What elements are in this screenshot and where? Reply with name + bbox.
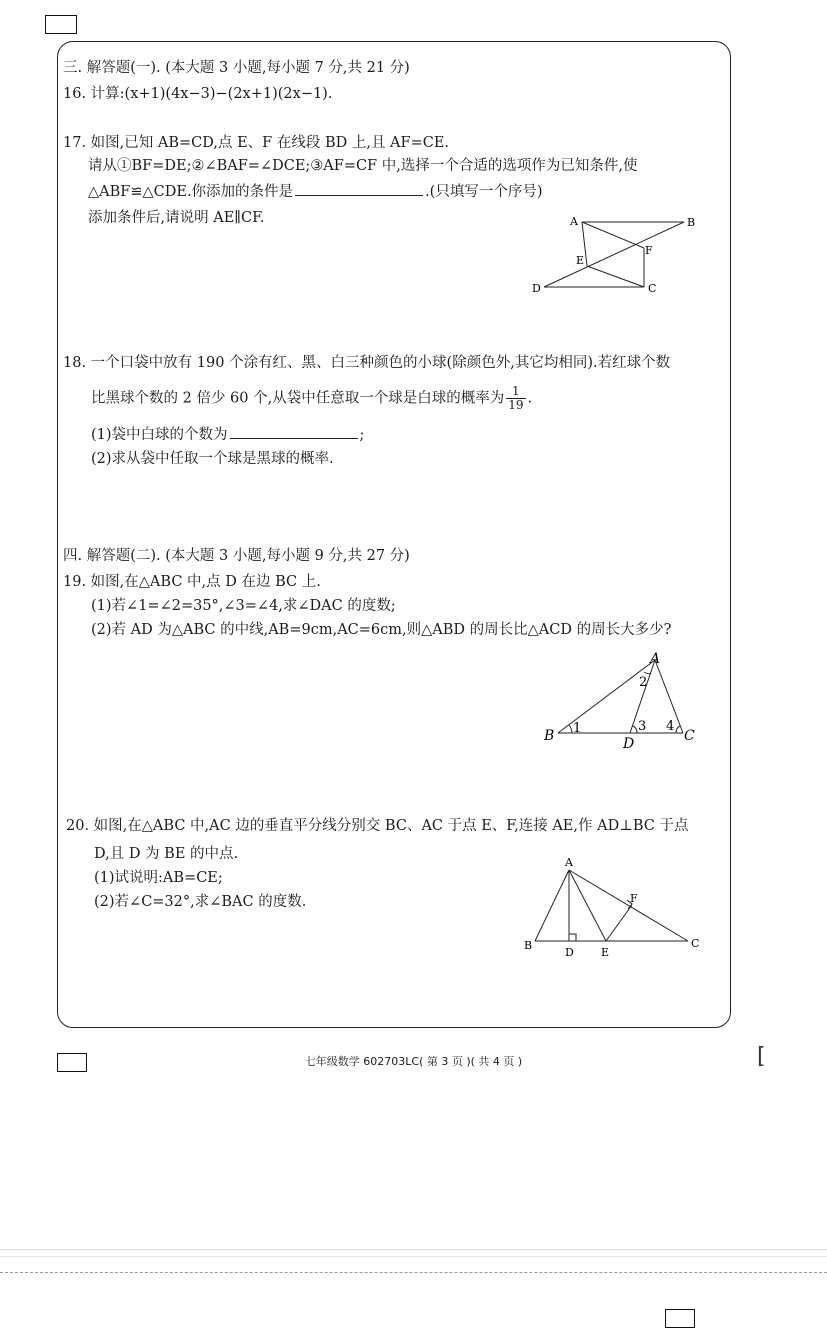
scan-divider-3 bbox=[0, 1272, 827, 1273]
question-20-sub1: (1)试说明:AB=CE; bbox=[94, 870, 223, 886]
question-18-sub1-end: ; bbox=[359, 427, 365, 443]
question-16: 16. 计算:(x+1)(4x−3)−(2x+1)(2x−1). bbox=[63, 86, 333, 102]
question-17-line3 bbox=[88, 181, 543, 202]
section3-heading: 三. 解答题(一). (本大题 3 小题,每小题 7 分,共 21 分) bbox=[63, 60, 410, 76]
question-18-sub1 bbox=[91, 424, 364, 445]
label-a: A bbox=[565, 856, 573, 869]
question-17-line4: 添加条件后,请说明 AE∥CF. bbox=[88, 210, 265, 226]
page-footer: 七年级数学 602703LC( 第 3 页 )( 共 4 页 ) bbox=[304, 1055, 523, 1068]
answer-blank-18[interactable] bbox=[230, 424, 358, 439]
label-e: E bbox=[576, 254, 585, 267]
question-19-sub1: (1)若∠1=∠2=35°,∠3=∠4,求∠DAC 的度数; bbox=[91, 598, 396, 614]
question-18-line2 bbox=[91, 385, 532, 412]
label-c: C bbox=[684, 728, 695, 744]
label-b: B bbox=[544, 728, 555, 744]
label-b: B bbox=[524, 939, 533, 952]
question-18-line1: 18. 一个口袋中放有 190 个涂有红、黑、白三种颜色的小球(除颜色外,其它均相同).若红球个数 bbox=[63, 355, 671, 371]
question-20-sub2: (2)若∠C=32°,求∠BAC 的度数. bbox=[94, 894, 307, 910]
question-18-sub2: (2)求从袋中任取一个球是黑球的概率. bbox=[91, 451, 334, 467]
question-17-line1: 17. 如图,已知 AB=CD,点 E、F 在线段 BD 上,且 AF=CE. bbox=[63, 135, 450, 151]
label-c: C bbox=[648, 282, 657, 295]
section4-heading: 四. 解答题(二). (本大题 3 小题,每小题 9 分,共 27 分) bbox=[63, 548, 410, 564]
label-d: D bbox=[532, 282, 541, 295]
figure-q19 bbox=[538, 648, 698, 753]
figure-q20 bbox=[520, 853, 710, 963]
question-18-sub1-text: (1)袋中白球的个数为 bbox=[91, 427, 228, 443]
registration-box-top bbox=[45, 15, 77, 34]
label-f: F bbox=[645, 244, 653, 257]
question-20-line1: 20. 如图,在△ABC 中,AC 边的垂直平分线分别交 BC、AC 于点 E、F,连接 AE,作 AD⊥BC 于点 bbox=[66, 818, 689, 834]
corner-bracket: [ bbox=[757, 1044, 766, 1069]
question-18-text: 比黑球个数的 2 倍少 60 个,从袋中任意取一个球是白球的概率为 bbox=[91, 390, 505, 407]
figure-q17 bbox=[528, 208, 698, 300]
label-f: F bbox=[630, 892, 638, 905]
angle-label-1: 1 bbox=[573, 721, 582, 736]
question-18-period: . bbox=[527, 390, 533, 407]
label-a: A bbox=[570, 215, 578, 228]
label-b: B bbox=[687, 216, 696, 229]
fraction-numerator: 1 bbox=[506, 385, 525, 399]
angle-label-4: 4 bbox=[666, 719, 675, 734]
angle-label-2: 2 bbox=[639, 675, 648, 690]
scan-divider-2 bbox=[0, 1256, 827, 1257]
answer-blank-17[interactable] bbox=[295, 181, 423, 196]
question-20-line2: D,且 D 为 BE 的中点. bbox=[94, 846, 239, 862]
label-d: D bbox=[565, 946, 574, 959]
angle-label-3: 3 bbox=[638, 719, 647, 734]
question-19-sub2: (2)若 AD 为△ABC 的中线,AB=9cm,AC=6cm,则△ABD 的周长比△ACD 的周长大多少? bbox=[91, 622, 672, 638]
scan-divider-1 bbox=[0, 1249, 827, 1250]
question-19-line1: 19. 如图,在△ABC 中,点 D 在边 BC 上. bbox=[63, 574, 321, 590]
question-17-line2: 请从①BF=DE;②∠BAF=∠DCE;③AF=CF 中,选择一个合适的选项作为已知条件,使 bbox=[88, 158, 638, 174]
probability-fraction bbox=[506, 385, 525, 412]
label-a: A bbox=[650, 651, 661, 667]
registration-box-bottom-right bbox=[665, 1309, 695, 1328]
question-17-condition-prompt: △ABF≌△CDE.你添加的条件是 bbox=[88, 184, 294, 200]
label-e: E bbox=[601, 946, 610, 959]
label-c: C bbox=[691, 937, 700, 950]
fraction-denominator: 19 bbox=[508, 398, 524, 412]
label-d: D bbox=[623, 736, 635, 752]
question-17-note: .(只填写一个序号) bbox=[425, 184, 543, 200]
